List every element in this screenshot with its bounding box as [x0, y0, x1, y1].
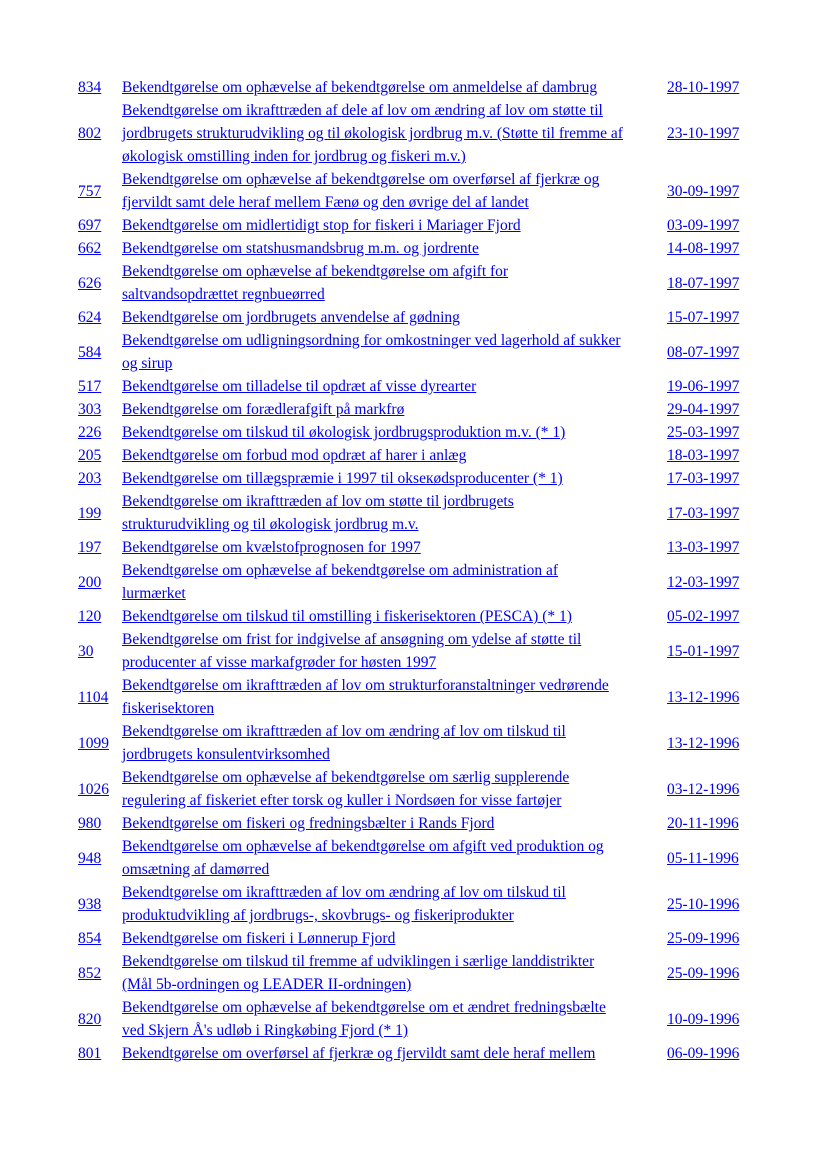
regulation-date-link[interactable]: 03-12-1996 — [667, 780, 740, 798]
regulation-title-link[interactable] — [122, 99, 665, 168]
regulation-number-link[interactable]: 624 — [78, 309, 102, 326]
regulation-date-cell — [667, 490, 750, 536]
regulation-title-cell — [122, 812, 667, 835]
regulation-number-link[interactable]: 697 — [78, 217, 102, 234]
regulation-number-link[interactable]: 203 — [78, 470, 102, 487]
regulation-date-link[interactable]: 13-12-1996 — [667, 734, 740, 752]
regulation-number-link[interactable]: 197 — [78, 539, 102, 556]
regulation-title-cell — [122, 260, 667, 306]
table-row — [78, 1042, 750, 1065]
regulation-number-cell — [78, 329, 122, 375]
regulation-title-link[interactable] — [122, 76, 665, 99]
table-row — [78, 536, 750, 559]
regulation-title-line: Bekendtgørelse om midlertidigt stop for fiskeri i Mariager Fjord — [122, 217, 521, 234]
table-row — [78, 881, 750, 927]
regulation-title-line: Bekendtgørelse om forædlerafgift på markfrø — [122, 401, 405, 418]
regulation-title-line: (Mål 5b-ordningen og LEADER II-ordningen) — [122, 976, 412, 993]
regulation-title-link[interactable] — [122, 490, 665, 536]
regulation-title-cell — [122, 329, 667, 375]
table-row — [78, 674, 750, 720]
regulation-title-link[interactable] — [122, 168, 665, 214]
regulation-number-cell — [78, 536, 122, 559]
regulation-title-link[interactable] — [122, 536, 665, 559]
regulation-date-link[interactable]: 10-09-1996 — [667, 1010, 740, 1028]
regulation-title-line: Bekendtgørelse om tillægspræmie i 1997 til okseкødsproducenter (* 1) — [122, 470, 563, 487]
regulation-date-link[interactable]: 25-03-1997 — [667, 424, 740, 441]
regulation-title-link[interactable] — [122, 214, 665, 237]
regulation-title-cell — [122, 881, 667, 927]
regulation-date-cell — [667, 720, 750, 766]
regulation-title-cell — [122, 950, 667, 996]
regulation-title-line: Bekendtgørelse om ikrafttræden af lov om ændring af lov om tilskud til — [122, 723, 566, 740]
regulation-title-line: producenter af visse markafgrøder for høsten 1997 — [122, 654, 437, 671]
table-row — [78, 720, 750, 766]
regulation-title-cell — [122, 237, 667, 260]
regulation-title-link[interactable] — [122, 237, 665, 260]
regulation-date-cell — [667, 375, 750, 398]
table-row — [78, 559, 750, 605]
table-row — [78, 812, 750, 835]
regulation-date-cell — [667, 237, 750, 260]
regulation-title-cell — [122, 398, 667, 421]
regulation-title-link[interactable] — [122, 605, 665, 628]
regulations-table — [78, 76, 750, 1065]
regulation-title-line: Bekendtgørelse om ikrafttræden af lov om ændring af lov om tilskud til — [122, 884, 566, 901]
regulation-title-link[interactable] — [122, 559, 665, 605]
regulation-title-link[interactable] — [122, 375, 665, 398]
regulation-title-line: strukturudvikling og til økologisk jordbrug m.v. — [122, 516, 419, 533]
table-row — [78, 398, 750, 421]
regulation-title-line: regulering af fiskeriet efter torsk og kuller i Nordsøen for visse fartøjer — [122, 792, 562, 809]
regulation-date-cell — [667, 766, 750, 812]
table-row — [78, 605, 750, 628]
regulation-number-cell — [78, 835, 122, 881]
table-row — [78, 766, 750, 812]
regulation-title-line: Bekendtgørelse om ophævelse af bekendtgørelse om overførsel af fjerkræ og — [122, 171, 600, 188]
regulation-title-line: Bekendtgørelse om tilskud til fremme af udviklingen i særlige landdistrikter — [122, 953, 595, 970]
regulation-date-link[interactable]: 05-02-1997 — [667, 608, 740, 625]
regulation-number-cell — [78, 996, 122, 1042]
regulation-title-cell — [122, 1042, 667, 1065]
regulation-title-cell — [122, 996, 667, 1042]
regulation-date-link[interactable]: 15-07-1997 — [667, 309, 740, 326]
regulation-title-cell — [122, 766, 667, 812]
regulation-title-cell — [122, 559, 667, 605]
regulation-title-cell — [122, 214, 667, 237]
regulation-title-cell — [122, 421, 667, 444]
regulation-number-cell — [78, 674, 122, 720]
regulation-title-link[interactable] — [122, 927, 665, 950]
regulation-title-cell — [122, 467, 667, 490]
regulation-title-line: Bekendtgørelse om ophævelse af bekendtgørelse om administration af — [122, 562, 559, 579]
regulation-date-cell — [667, 398, 750, 421]
regulation-number-cell — [78, 99, 122, 168]
regulation-title-line: Bekendtgørelse om forbud mod opdræt af harer i anlæg — [122, 447, 467, 464]
regulation-number-cell — [78, 375, 122, 398]
regulation-date-cell — [667, 881, 750, 927]
regulation-date-link[interactable]: 13-12-1996 — [667, 688, 740, 706]
regulation-title-cell — [122, 927, 667, 950]
regulation-number-link[interactable]: 662 — [78, 240, 102, 257]
regulation-number-cell — [78, 1042, 122, 1065]
table-row — [78, 260, 750, 306]
regulation-date-cell — [667, 214, 750, 237]
regulation-title-cell — [122, 306, 667, 329]
regulation-title-link[interactable] — [122, 812, 665, 835]
regulation-title-line: Bekendtgørelse om ikrafttræden af dele af lov om ændring af lov om støtte til — [122, 102, 603, 119]
table-row — [78, 467, 750, 490]
regulation-date-cell — [667, 812, 750, 835]
regulation-title-line: Bekendtgørelse om ikrafttræden af lov om strukturforanstaltninger vedrørende — [122, 677, 609, 694]
regulation-number-cell — [78, 766, 122, 812]
regulation-title-cell — [122, 375, 667, 398]
regulation-date-cell — [667, 1042, 750, 1065]
regulation-number-cell — [78, 605, 122, 628]
regulation-title-line: Bekendtgørelse om ophævelse af bekendtgørelse om afgift for — [122, 263, 509, 280]
regulation-title-line: Bekendtgørelse om fiskeri og fredningsbælter i Rands Fjord — [122, 815, 495, 832]
table-row — [78, 444, 750, 467]
regulation-date-cell — [667, 76, 750, 99]
regulation-number-cell — [78, 214, 122, 237]
regulation-date-cell — [667, 559, 750, 605]
table-row — [78, 950, 750, 996]
regulation-number-cell — [78, 444, 122, 467]
regulation-number-link[interactable]: 757 — [78, 182, 102, 200]
regulation-title-cell — [122, 444, 667, 467]
regulation-title-cell — [122, 628, 667, 674]
regulation-date-cell — [667, 835, 750, 881]
regulation-title-cell — [122, 674, 667, 720]
regulation-date-link[interactable]: 25-09-1996 — [667, 964, 740, 982]
regulation-title-line: Bekendtgørelse om frist for indgivelse af ansøgning om ydelse af støtte til — [122, 631, 582, 648]
regulation-number-link[interactable]: 801 — [78, 1045, 102, 1062]
regulation-title-cell — [122, 76, 667, 99]
regulation-title-line: og sirup — [122, 355, 173, 372]
table-row — [78, 421, 750, 444]
regulation-date-cell — [667, 260, 750, 306]
regulation-number-cell — [78, 950, 122, 996]
regulation-date-cell — [667, 421, 750, 444]
regulation-date-link[interactable]: 17-03-1997 — [667, 504, 740, 522]
regulation-title-line: Bekendtgørelse om tilskud til økologisk jordbrugsproduktion m.v. (* 1) — [122, 424, 566, 441]
regulation-number-link[interactable]: 938 — [78, 895, 102, 913]
regulation-date-cell — [667, 674, 750, 720]
regulation-title-link[interactable] — [122, 260, 665, 306]
regulation-number-cell — [78, 237, 122, 260]
regulation-date-link[interactable]: 08-07-1997 — [667, 343, 740, 361]
regulation-title-link[interactable] — [122, 421, 665, 444]
regulation-date-link[interactable]: 14-08-1997 — [667, 240, 740, 257]
regulation-number-cell — [78, 628, 122, 674]
regulation-date-cell — [667, 996, 750, 1042]
regulation-number-cell — [78, 260, 122, 306]
regulation-title-line: Bekendtgørelse om ophævelse af bekendtgørelse om anmeldelse af dambrug — [122, 79, 598, 96]
table-row — [78, 628, 750, 674]
regulation-title-cell — [122, 605, 667, 628]
regulation-date-cell — [667, 306, 750, 329]
regulation-date-link[interactable]: 15-01-1997 — [667, 642, 740, 660]
regulations-list-page — [78, 76, 750, 1065]
regulation-title-link[interactable] — [122, 835, 665, 881]
regulation-number-link[interactable]: 200 — [78, 573, 102, 591]
regulation-title-link[interactable] — [122, 398, 665, 421]
regulation-date-link[interactable]: 29-04-1997 — [667, 401, 740, 418]
regulation-title-line: Bekendtgørelse om overførsel af fjerkræ og fjervildt samt dele heraf mellem — [122, 1045, 596, 1062]
regulation-number-cell — [78, 168, 122, 214]
regulation-number-cell — [78, 881, 122, 927]
regulation-date-link[interactable]: 25-09-1996 — [667, 930, 740, 947]
regulation-date-link[interactable]: 18-03-1997 — [667, 447, 740, 464]
regulation-title-link[interactable] — [122, 467, 665, 490]
regulation-number-cell — [78, 306, 122, 329]
regulation-title-line: Bekendtgørelse om jordbrugets anvendelse af gødning — [122, 309, 460, 326]
regulation-number-link[interactable]: 626 — [78, 274, 102, 292]
regulation-number-link[interactable]: 584 — [78, 343, 102, 361]
regulation-title-line: Bekendtgørelse om tilladelse til opdræt af visse dyrearter — [122, 378, 477, 395]
regulation-number-link[interactable]: 834 — [78, 79, 102, 96]
table-row — [78, 375, 750, 398]
regulation-number-cell — [78, 76, 122, 99]
regulation-title-link[interactable] — [122, 329, 665, 375]
regulation-title-link[interactable] — [122, 996, 665, 1042]
regulation-number-link[interactable]: 1104 — [78, 688, 109, 706]
regulation-number-link[interactable]: 199 — [78, 504, 102, 522]
regulation-title-line: lurmærket — [122, 585, 186, 602]
regulation-title-line: Bekendtgørelse om ikrafttræden af lov om støtte til jordbrugets — [122, 493, 514, 510]
regulation-title-line: fjervildt samt dele heraf mellem Fænø og den øvrige del af landet — [122, 194, 529, 211]
regulation-number-cell — [78, 398, 122, 421]
regulation-title-link[interactable] — [122, 306, 665, 329]
regulation-title-line: økologisk omstilling inden for jordbrug og fiskeri m.v.) — [122, 148, 466, 165]
regulation-date-link[interactable]: 12-03-1997 — [667, 573, 740, 591]
regulation-number-link[interactable]: 1026 — [78, 780, 109, 798]
regulation-title-cell — [122, 536, 667, 559]
regulation-title-line: Bekendtgørelse om fiskeri i Lønnerup Fjord — [122, 930, 396, 947]
regulation-number-link[interactable]: 948 — [78, 849, 102, 867]
regulation-number-link[interactable]: 852 — [78, 964, 102, 982]
regulation-title-link[interactable] — [122, 1042, 665, 1065]
regulation-title-line: Bekendtgørelse om tilskud til omstilling i fiskerisektoren (PESCA) (* 1) — [122, 608, 572, 625]
table-row — [78, 214, 750, 237]
regulation-title-line: jordbrugets strukturudvikling og til økologisk jordbrug m.v. (Støtte til fremme af — [122, 125, 623, 142]
table-row — [78, 306, 750, 329]
regulation-date-link[interactable]: 28-10-1997 — [667, 79, 740, 96]
regulation-title-line: Bekendtgørelse om statshusmandsbrug m.m. og jordrente — [122, 240, 479, 257]
regulation-date-cell — [667, 168, 750, 214]
regulation-number-link[interactable]: 226 — [78, 424, 102, 441]
regulation-title-link[interactable] — [122, 950, 665, 996]
regulation-title-link[interactable] — [122, 444, 665, 467]
regulation-date-link[interactable]: 06-09-1996 — [667, 1045, 740, 1062]
regulation-title-line: Bekendtgørelse om udligningsordning for omkostninger ved lagerhold af sukker — [122, 332, 621, 349]
table-row — [78, 237, 750, 260]
regulation-date-link[interactable]: 23-10-1997 — [667, 125, 740, 142]
regulation-date-link[interactable]: 19-06-1997 — [667, 378, 740, 395]
table-row — [78, 835, 750, 881]
regulation-title-line: Bekendtgørelse om ophævelse af bekendtgørelse om afgift ved produktion og — [122, 838, 604, 855]
regulation-title-cell — [122, 168, 667, 214]
regulation-number-cell — [78, 490, 122, 536]
table-row — [78, 329, 750, 375]
regulation-date-link[interactable]: 30-09-1997 — [667, 182, 740, 200]
regulation-number-cell — [78, 467, 122, 490]
regulation-number-link[interactable]: 802 — [78, 125, 102, 142]
regulation-title-link[interactable] — [122, 881, 665, 927]
regulation-title-line: Bekendtgørelse om ophævelse af bekendtgørelse om et ændret fredningsbælte — [122, 999, 606, 1016]
regulation-title-line: produktudvikling af jordbrugs-, skovbrugs- og fiskeriprodukter — [122, 907, 514, 924]
regulation-number-cell — [78, 720, 122, 766]
regulation-date-link[interactable]: 03-09-1997 — [667, 217, 740, 234]
regulation-number-link[interactable]: 120 — [78, 608, 102, 625]
regulation-date-cell — [667, 329, 750, 375]
regulation-title-link[interactable] — [122, 674, 665, 720]
regulation-number-link[interactable]: 820 — [78, 1010, 102, 1028]
regulation-title-cell — [122, 720, 667, 766]
table-row — [78, 996, 750, 1042]
regulation-number-link[interactable]: 517 — [78, 378, 102, 395]
regulation-title-line: jordbrugets konsulentvirksomhed — [122, 746, 330, 763]
regulation-title-link[interactable] — [122, 766, 665, 812]
regulation-title-line: Bekendtgørelse om ophævelse af bekendtgørelse om særlig supplerende — [122, 769, 570, 786]
regulation-date-cell — [667, 99, 750, 168]
regulation-title-line: fiskerisektoren — [122, 700, 215, 717]
regulation-title-line: saltvandsopdrættet regnbueørred — [122, 286, 325, 303]
regulation-date-link[interactable]: 25-10-1996 — [667, 895, 740, 913]
regulation-date-link[interactable]: 20-11-1996 — [667, 815, 739, 832]
regulation-title-link[interactable] — [122, 720, 665, 766]
regulation-date-cell — [667, 628, 750, 674]
regulation-number-cell — [78, 812, 122, 835]
regulation-number-link[interactable]: 30 — [78, 642, 94, 660]
table-row — [78, 99, 750, 168]
regulation-number-link[interactable]: 980 — [78, 815, 102, 832]
regulation-title-cell — [122, 835, 667, 881]
table-row — [78, 490, 750, 536]
regulation-number-link[interactable]: 205 — [78, 447, 102, 464]
table-row — [78, 168, 750, 214]
regulation-date-link[interactable]: 17-03-1997 — [667, 470, 740, 487]
regulation-date-cell — [667, 605, 750, 628]
regulation-date-cell — [667, 927, 750, 950]
regulation-title-link[interactable] — [122, 628, 665, 674]
regulation-number-link[interactable]: 1099 — [78, 734, 109, 752]
regulation-date-link[interactable]: 13-03-1997 — [667, 539, 740, 556]
regulation-date-link[interactable]: 05-11-1996 — [667, 849, 739, 867]
table-row — [78, 76, 750, 99]
regulation-title-line: Bekendtgørelse om kvælstofprognosen for 1997 — [122, 539, 421, 556]
regulation-title-line: omsætning af damørred — [122, 861, 270, 878]
regulation-date-link[interactable]: 18-07-1997 — [667, 274, 740, 292]
regulation-date-cell — [667, 536, 750, 559]
regulation-date-cell — [667, 444, 750, 467]
regulation-date-cell — [667, 467, 750, 490]
regulation-number-cell — [78, 927, 122, 950]
regulation-number-cell — [78, 421, 122, 444]
regulation-number-cell — [78, 559, 122, 605]
regulations-table-body — [78, 76, 750, 1065]
table-row — [78, 927, 750, 950]
regulation-title-line: ved Skjern Å's udløb i Ringkøbing Fjord (* 1) — [122, 1022, 409, 1039]
regulation-title-cell — [122, 490, 667, 536]
regulation-number-link[interactable]: 303 — [78, 401, 102, 418]
regulation-date-cell — [667, 950, 750, 996]
regulation-title-cell — [122, 99, 667, 168]
regulation-number-link[interactable]: 854 — [78, 930, 102, 947]
